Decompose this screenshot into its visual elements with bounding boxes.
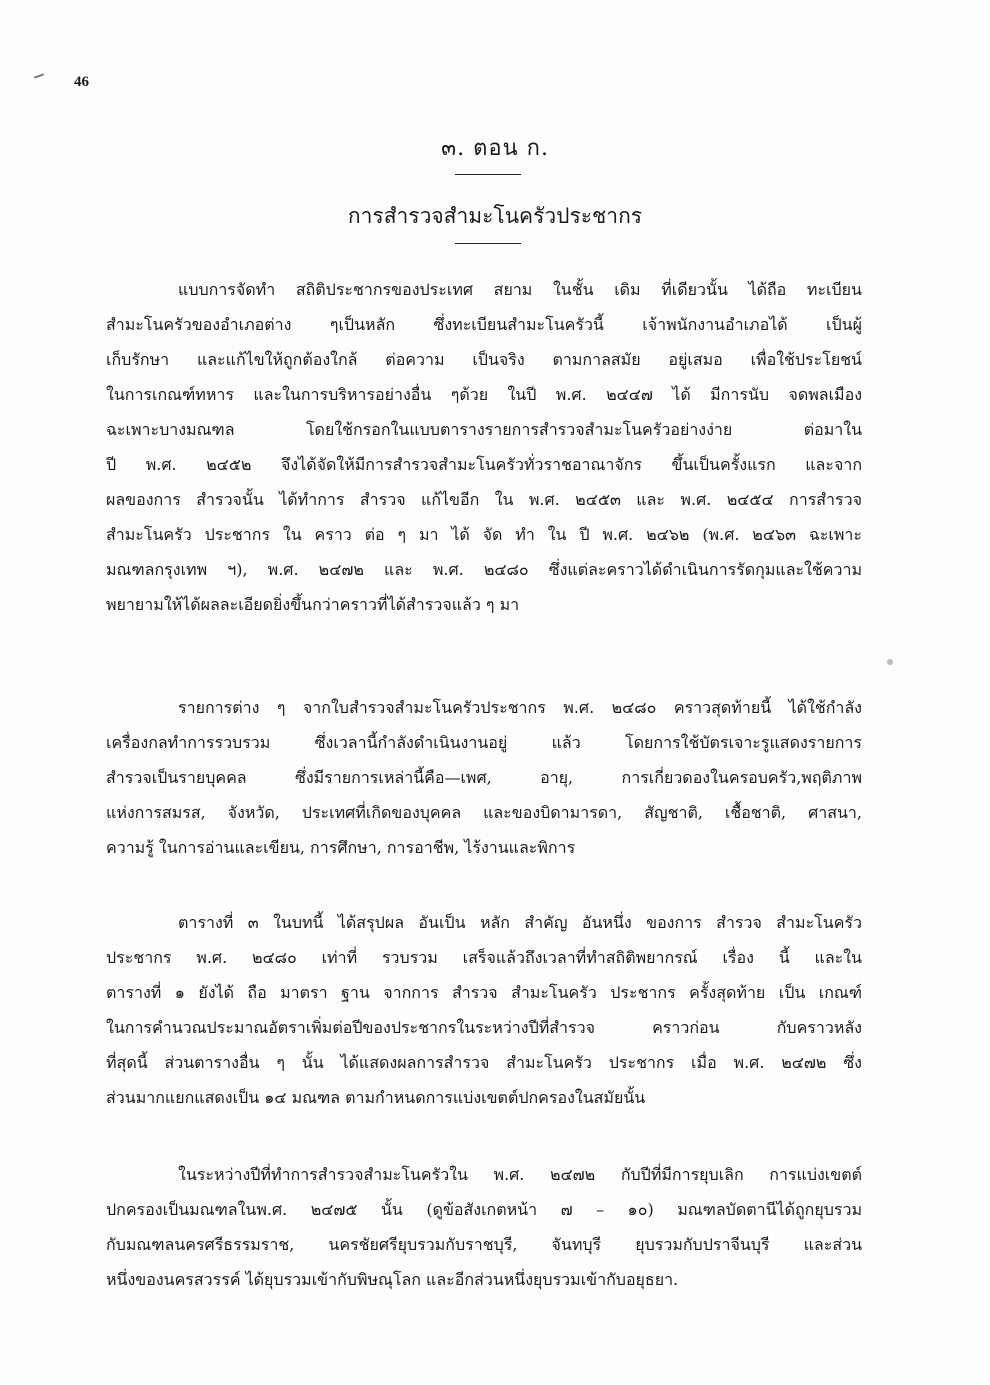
text-line: ตารางที่ ๑ ยังได้ ถือ มาตรา ฐาน จากการ สำรวจ สำมะโนครัว ประชากร ครั้งสุดท้าย เป็น เกณฑ์: [106, 983, 862, 1002]
text-line: ในการคำนวณประมาณอัตราเพิ่มต่อปีของประชากรในระหว่างปีที่สำรวจ คราวก่อน กับคราวหลัง: [106, 1018, 862, 1037]
text-line: หนึ่งของนครสวรรค์ ได้ยุบรวมเข้ากับพิษณุโลก และอีกส่วนหนึ่งยุบรวมเข้ากับอยุธยา.: [106, 1270, 679, 1289]
text-line: พยายามให้ได้ผลละเอียดยิ่งขึ้นกว่าคราวที่ได้สำรวจแล้ว ๆ มา: [106, 595, 520, 614]
text-line: สำมะโนครัว ประชากร ใน คราว ต่อ ๆ มา ได้ จัด ทำ ใน ปี พ.ศ. ๒๔๖๒ (พ.ศ. ๒๔๖๓ ฉะเพาะ: [106, 525, 862, 544]
text-line: กับมณฑลนครศรีธรรมราช, นครชัยศรียุบรวมกับราชบุรี, จันทบุรี ยุบรวมกับปราจีนบุรี และส่วน: [106, 1235, 862, 1254]
paragraph-4: [106, 1157, 862, 1297]
title-rule-top: [455, 174, 521, 175]
text-line: ประชากร พ.ศ. ๒๔๘๐ เท่าที่ รวบรวม เสร็จแล้วถึงเวลาที่ทำสถิติพยากรณ์ เรื่อง นี้ และใน: [106, 948, 862, 967]
text-line: สำรวจเป็นรายบุคคล ซึ่งมีรายการเหล่านี้คือ—เพศ, อายุ, การเกี่ยวดองในครอบครัว,พฤติภาพ: [106, 768, 862, 787]
text-line: ความรู้ ในการอ่านและเขียน, การศึกษา, การอาชีพ, ไร้งานและพิการ: [106, 838, 576, 857]
text-line: ผลของการ สำรวจนั้น ได้ทำการ สำรวจ แก้ไขอีก ใน พ.ศ. ๒๔๕๓ และ พ.ศ. ๒๔๕๔ การสำรวจ: [106, 490, 862, 509]
text-line: ส่วนมากแยกแสดงเป็น ๑๔ มณฑล ตามกำหนดการแบ่งเขตต์ปกครองในสมัยนั้น: [106, 1088, 646, 1107]
paragraph-2: [106, 690, 862, 865]
text-line: แบบการจัดทำ สถิติประชากรของประเทศ สยาม ในชั้น เดิม ที่เดียวนั้น ได้ถือ ทะเบียน: [178, 280, 862, 299]
text-line: สำมะโนครัวของอำเภอต่าง ๆเป็นหลัก ซึ่งทะเบียนสำมะโนครัวนี้ เจ้าพนักงานอำเภอได้ เป็นผู้: [106, 315, 862, 334]
title-rule-bottom: [455, 243, 521, 244]
paragraph-3: [106, 905, 862, 1115]
section-number: ๓. ตอน ก.: [441, 136, 549, 161]
text-line: ในการเกณฑ์ทหาร และในการบริหารอย่างอื่น ๆด้วย ในปี พ.ศ. ๒๔๔๗ ได้ มีการนับ จดพลเมือง: [106, 385, 862, 404]
text-line: ฉะเพาะบางมณฑล โดยใช้กรอกในแบบตารางรายการสำรวจสำมะโนครัวอย่างง่าย ต่อมาใน: [106, 420, 862, 439]
text-line: แห่งการสมรส, จังหวัด, ประเทศที่เกิดของบุคคล และของบิดามารดา, สัญชาติ, เชื้อชาติ, ศาสนา,: [106, 803, 862, 822]
text-line: ปี พ.ศ. ๒๔๕๒ จึงได้จัดให้มีการสำรวจสำมะโนครัวทั่วราชอาณาจักร ขึ้นเป็นครั้งแรก และจาก: [106, 455, 862, 474]
text-line: ตารางที่ ๓ ในบทนี้ ได้สรุปผล อันเป็น หลัก สำคัญ อันหนึ่ง ของการ สำรวจ สำมะโนครัว: [178, 913, 862, 932]
scan-speck: [34, 73, 44, 78]
text-line: เก็บรักษา และแก้ไขให้ถูกต้องใกล้ ต่อความ เป็นจริง ตามกาลสมัย อยู่เสมอ เพื่อใช้ประโยชน์: [106, 350, 862, 369]
text-line: มณฑลกรุงเทพ ฯ), พ.ศ. ๒๔๗๒ และ พ.ศ. ๒๔๘๐ ซึ่งแต่ละคราวได้ดำเนินการรัดกุมและใช้ความ: [106, 560, 862, 579]
page-number: 46: [74, 74, 89, 90]
text-line: ในระหว่างปีที่ทำการสำรวจสำมะโนครัวใน พ.ศ. ๒๔๗๒ กับปีที่มีการยุบเลิก การแบ่งเขตต์: [178, 1165, 862, 1184]
text-line: เครื่องกลทำการรวบรวม ซึ่งเวลานี้กำลังดำเนินงานอยู่ แล้ว โดยการใช้บัตรเจาะรูแสดงรายการ: [106, 733, 862, 752]
paragraph-1: [106, 272, 862, 622]
text-line: ที่สุดนี้ ส่วนตารางอื่น ๆ นั้น ได้แสดงผลการสำรวจ สำมะโนครัว ประชากร เมื่อ พ.ศ. ๒๔๗๒ ซึ่ง: [106, 1053, 862, 1072]
text-line: ปกครองเป็นมณฑลในพ.ศ. ๒๔๗๕ นั้น (ดูข้อสังเกตหน้า ๗ – ๑๐) มณฑลบัดตานีได้ถูกยุบรวม: [106, 1200, 862, 1219]
scan-speck: [887, 659, 893, 665]
text-line: รายการต่าง ๆ จากใบสำรวจสำมะโนครัวประชากร พ.ศ. ๒๔๘๐ คราวสุดท้ายนี้ ได้ใช้กำลัง: [178, 698, 862, 717]
page-title: การสำรวจสำมะโนครัวประชากร: [347, 204, 643, 228]
